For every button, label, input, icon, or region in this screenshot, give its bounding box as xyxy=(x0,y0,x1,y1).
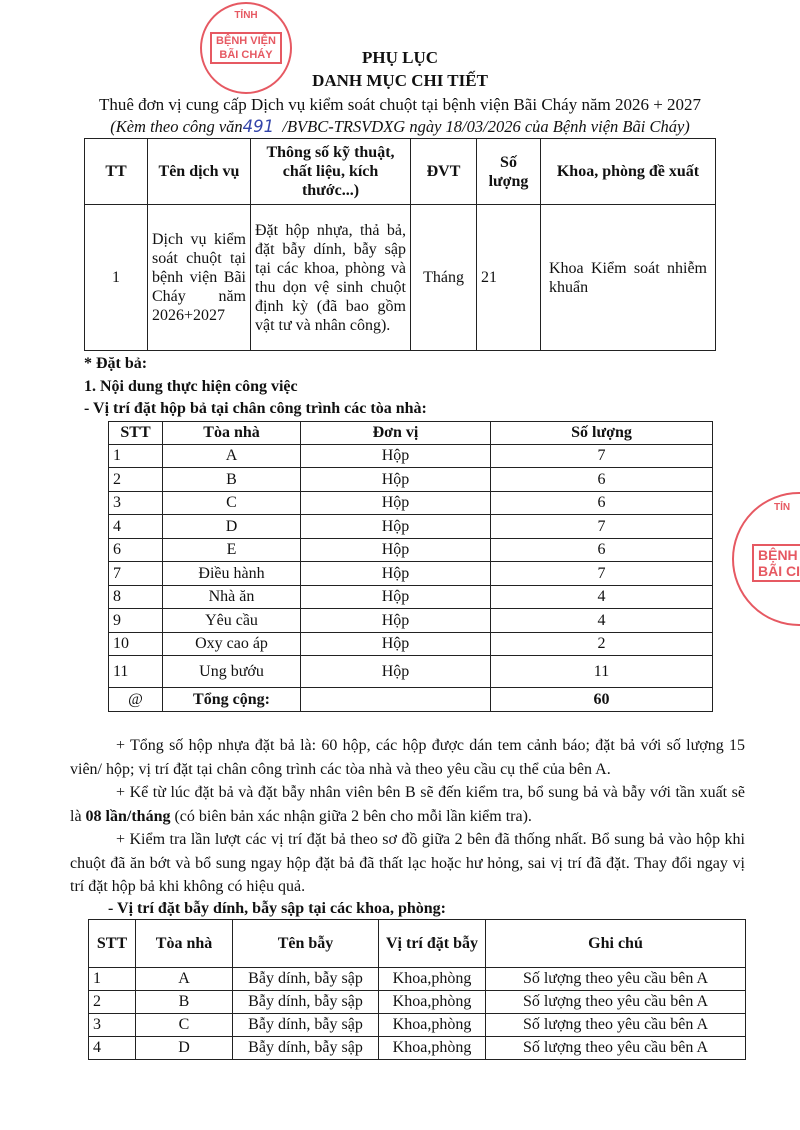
service-table xyxy=(84,138,716,351)
column-header: Tòa nhà xyxy=(163,421,301,444)
table-cell: @ xyxy=(109,688,163,712)
table-cell: Hộp xyxy=(301,656,491,688)
table-cell: 6 xyxy=(491,491,713,515)
stamp-text: BỆNH VIỆN xyxy=(216,35,276,47)
table-cell: 10 xyxy=(109,632,163,656)
stamp-text: TỈNH xyxy=(234,10,258,21)
table-row xyxy=(109,585,713,609)
table-cell: Hộp xyxy=(301,444,491,468)
table-cell: 6 xyxy=(491,538,713,562)
table-cell: C xyxy=(163,491,301,515)
table-cell: 3 xyxy=(109,491,163,515)
trap-location-heading: - Vị trí đặt bẫy dính, bẫy sập tại các khoa, phòng: xyxy=(108,899,446,917)
table-cell: 4 xyxy=(491,585,713,609)
table-cell: Số lượng theo yêu cầu bên A xyxy=(486,1013,746,1036)
table-cell: Đặt hộp nhựa, thả bả, đặt bẫy dính, bẫy sập tại các khoa, phòng và thu dọn vệ sinh chuột định kỳ (đã bao gồm vật tư và nhân công). xyxy=(251,205,411,351)
table-cell: Hộp xyxy=(301,562,491,586)
stamp-text: BỆNH xyxy=(758,547,798,563)
stamp-text: TỈN xyxy=(774,502,791,513)
table-row xyxy=(109,515,713,539)
table-cell: Bẫy dính, bẫy sập xyxy=(233,990,379,1013)
column-header: Ghi chú xyxy=(486,919,746,967)
table-row xyxy=(109,491,713,515)
table-cell: 7 xyxy=(491,562,713,586)
table-total-row xyxy=(109,688,713,712)
table-cell: Khoa,phòng xyxy=(379,1013,486,1036)
table-cell: Số lượng theo yêu cầu bên A xyxy=(486,990,746,1013)
table-row xyxy=(89,1036,746,1059)
column-header: Số lượng xyxy=(491,421,713,444)
table-cell: Nhà ăn xyxy=(163,585,301,609)
table-cell: 4 xyxy=(89,1036,136,1059)
table-cell: Dịch vụ kiểm soát chuột tại bệnh viện Bãi Cháy năm 2026+2027 xyxy=(148,205,251,351)
table-cell: Khoa,phòng xyxy=(379,967,486,990)
content-heading: 1. Nội dung thực hiện công việc xyxy=(84,377,298,395)
table-row xyxy=(109,538,713,562)
table-cell: Số lượng theo yêu cầu bên A xyxy=(486,1036,746,1059)
table-cell: 3 xyxy=(89,1013,136,1036)
table-cell: Ung bướu xyxy=(163,656,301,688)
table-cell: 6 xyxy=(491,468,713,492)
column-header: Tên bẫy xyxy=(233,919,379,967)
table-row xyxy=(109,444,713,468)
table-row xyxy=(85,205,716,351)
table-row xyxy=(109,468,713,492)
table-cell: Bẫy dính, bẫy sập xyxy=(233,1013,379,1036)
table-cell: 21 xyxy=(477,205,541,351)
column-header: Tòa nhà xyxy=(136,919,233,967)
table-cell: 7 xyxy=(109,562,163,586)
table-cell: C xyxy=(136,1013,233,1036)
stamp-text: BÃI CI xyxy=(758,563,800,579)
table-cell: 11 xyxy=(109,656,163,688)
table-cell: Khoa Kiểm soát nhiễm khuẩn xyxy=(541,205,716,351)
table-row xyxy=(109,562,713,586)
table-cell: Hộp xyxy=(301,538,491,562)
box-location-table xyxy=(108,421,713,713)
table-cell: 6 xyxy=(109,538,163,562)
bait-heading: * Đặt bả: xyxy=(84,355,148,372)
table-cell: Hộp xyxy=(301,609,491,633)
table-cell: Khoa,phòng xyxy=(379,990,486,1013)
column-header: ĐVT xyxy=(411,139,477,205)
table-cell: B xyxy=(136,990,233,1013)
column-header: Khoa, phòng đề xuất xyxy=(541,139,716,205)
table-row xyxy=(109,609,713,633)
table-cell: Số lượng theo yêu cầu bên A xyxy=(486,967,746,990)
box-location-heading: - Vị trí đặt hộp bả tại chân công trình các tòa nhà: xyxy=(84,400,427,417)
table-cell: Hộp xyxy=(301,585,491,609)
table-cell: Yêu cầu xyxy=(163,609,301,633)
table-cell: D xyxy=(163,515,301,539)
page-subtitle: DANH MỤC CHI TIẾT xyxy=(312,71,488,90)
table-cell xyxy=(301,688,491,712)
table-cell: B xyxy=(163,468,301,492)
paragraph-total-boxes: + Tổng số hộp nhựa đặt bả là: 60 hộp, các hộp được dán tem cảnh báo; đặt bả với số lượng 15 viên/ hộp; vị trí đặt tại chân công trình các tòa nhà và theo yêu cầu cụ thể của bên A. xyxy=(70,737,745,778)
text: + Kể từ lúc đặt bả và đặt bẫy nhân viên bên B sẽ đến kiểm tra, bổ sung bả và bẫy với tần xuất sẽ là xyxy=(70,784,745,825)
table-cell: 4 xyxy=(491,609,713,633)
column-header: Vị trí đặt bẫy xyxy=(379,919,486,967)
column-header: STT xyxy=(89,919,136,967)
table-cell: 2 xyxy=(491,632,713,656)
table-cell: Tổng cộng: xyxy=(163,688,301,712)
stamp-text: BÃI CHÁY xyxy=(219,49,273,61)
table-cell: 11 xyxy=(491,656,713,688)
table-cell: D xyxy=(136,1036,233,1059)
table-cell: Hộp xyxy=(301,468,491,492)
table-cell: Hộp xyxy=(301,632,491,656)
table-row xyxy=(89,990,746,1013)
table-cell: E xyxy=(163,538,301,562)
document-body xyxy=(0,138,800,1060)
table-row xyxy=(89,967,746,990)
table-cell: 7 xyxy=(491,515,713,539)
table-cell: Điều hành xyxy=(163,562,301,586)
column-header: Đơn vị xyxy=(301,421,491,444)
table-row xyxy=(109,632,713,656)
table-cell: 9 xyxy=(109,609,163,633)
table-cell: 8 xyxy=(109,585,163,609)
column-header: Số lượng xyxy=(477,139,541,205)
table-cell: 7 xyxy=(491,444,713,468)
table-cell: A xyxy=(163,444,301,468)
column-header: Tên dịch vụ xyxy=(148,139,251,205)
trap-location-table xyxy=(88,919,746,1060)
table-header-row xyxy=(85,139,716,205)
table-cell: 60 xyxy=(491,688,713,712)
table-cell: Bẫy dính, bẫy sập xyxy=(233,1036,379,1059)
table-cell: Tháng xyxy=(411,205,477,351)
column-header: STT xyxy=(109,421,163,444)
table-cell: 1 xyxy=(89,967,136,990)
table-cell: Bẫy dính, bẫy sập xyxy=(233,967,379,990)
table-cell: 1 xyxy=(85,205,148,351)
paragraph-inspection-frequency xyxy=(70,781,745,828)
table-header-row xyxy=(109,421,713,444)
handwritten-reference-number: 491 xyxy=(242,117,275,136)
table-row xyxy=(109,656,713,688)
table-cell: Khoa,phòng xyxy=(379,1036,486,1059)
table-cell: Hộp xyxy=(301,515,491,539)
table-cell: 2 xyxy=(109,468,163,492)
frequency-value: 08 lần/tháng xyxy=(85,807,171,825)
reference-prefix: (Kèm theo công văn xyxy=(110,117,243,136)
table-row xyxy=(89,1013,746,1036)
paragraph-inspection-procedure: + Kiểm tra lần lượt các vị trí đặt bả theo sơ đồ giữa 2 bên đã thống nhất. Bổ sung bả vào hộp khi chuột đã ăn bớt và bổ sung ngay hộp đặt bả đã thất lạc hoặc hư hỏng, sai vị trí đã đặt. Thay đổi ngay vị trí đặt hộp bả khi không có hiệu quả. xyxy=(70,831,745,895)
text: (có biên bản xác nhận giữa 2 bên cho mỗi lần kiểm tra). xyxy=(170,807,532,825)
page-title: PHỤ LỤC xyxy=(361,48,439,67)
reference-suffix: /BVBC-TRSVDXG ngày 18/03/2026 của Bệnh viện Bãi Cháy) xyxy=(282,117,690,136)
column-header: TT xyxy=(85,139,148,205)
table-cell: Oxy cao áp xyxy=(163,632,301,656)
table-cell: Hộp xyxy=(301,491,491,515)
table-cell: 1 xyxy=(109,444,163,468)
table-cell: 2 xyxy=(89,990,136,1013)
table-header-row xyxy=(89,919,746,967)
table-cell: A xyxy=(136,967,233,990)
column-header: Thông số kỹ thuật, chất liệu, kích thước...) xyxy=(251,139,411,205)
document-description: Thuê đơn vị cung cấp Dịch vụ kiểm soát chuột tại bệnh viện Bãi Cháy năm 2026 + 2027 xyxy=(98,95,702,114)
document-reference xyxy=(0,116,800,137)
table-cell: 4 xyxy=(109,515,163,539)
